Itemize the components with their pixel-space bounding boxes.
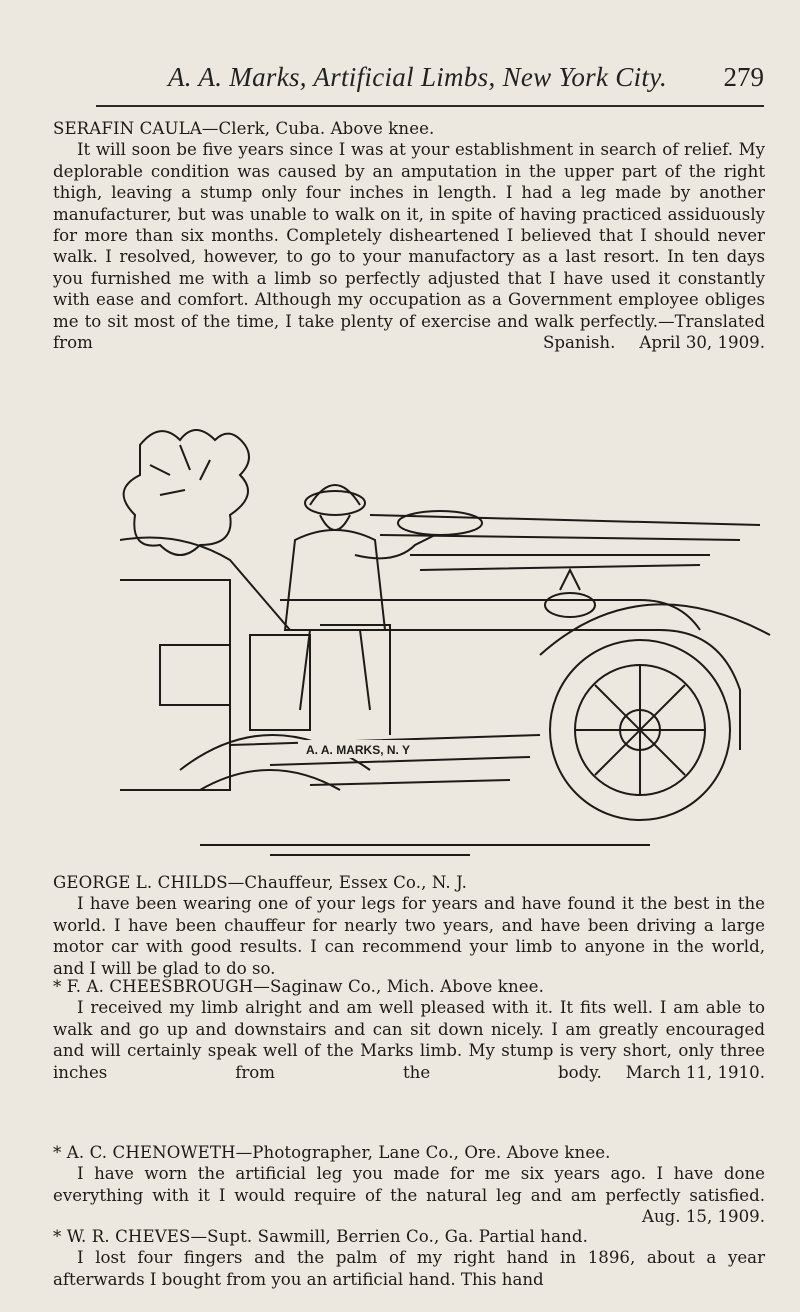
entry-date: March 11, 1910.: [625, 1062, 765, 1082]
testimonial-entry: [53, 1142, 765, 1228]
entry-body-text: I have worn the artificial leg you made for me six years ago. I have done everything with it I would require of the natural leg and am perfectly satisfied.: [53, 1164, 765, 1205]
entry-body-text: It will soon be five years since I was at your establishment in search of relief. My deplorable condition was caused by an amputation in the upper part of the right thigh, leaving a stump only four inches in length. I had a leg made by another manufacturer, but was unable to walk on it, in spite of having practiced assiduously for more than six months. Completely disheartened I believed that I should never walk. I resolved, however, to go to your manufactory as a last resort. In ten days you furnished me with a limb so perfectly adjusted that I have used it constantly with ease and comfort. Although my occupation as a Government employee obliges me to sit most of the time, I take plenty of exercise and walk perfectly.—Translated from Spanish.: [53, 140, 765, 353]
running-head: A. A. Marks, Artificial Limbs, New York City.: [168, 62, 668, 92]
entry-heading: * F. A. CHEESBROUGH—Saginaw Co., Mich. Above knee.: [53, 977, 544, 996]
testimonial-entry: [53, 1226, 765, 1290]
testimonial-entry: [53, 872, 765, 979]
testimonial-entry: [53, 976, 765, 1083]
entry-body-text: I received my limb alright and am well pleased with it. It fits well. I am able to walk and go up and downstairs and can sit down nicely. I am greatly encouraged and will certainly speak well of the Marks limb. My stump is very short, only three inches from the body.: [53, 998, 765, 1082]
entry-body: [53, 1163, 765, 1227]
entry-body: [53, 139, 765, 353]
entry-body: [53, 997, 765, 1083]
entry-heading: SERAFIN CAULA—Clerk, Cuba. Above knee.: [53, 119, 435, 138]
entry-heading: * W. R. CHEVES—Supt. Sawmill, Berrien Co., Ga. Partial hand.: [53, 1227, 588, 1246]
motor-car-icon: [120, 405, 780, 865]
illustration-caption: A. A. MARKS, N. Y: [305, 743, 411, 757]
entry-body: I lost four fingers and the palm of my right hand in 1896, about a year afterwards I bought from you an artificial hand. This hand: [53, 1248, 765, 1289]
entry-heading: * A. C. CHENOWETH—Photographer, Lane Co., Ore. Above knee.: [53, 1143, 611, 1162]
entry-body: I have been wearing one of your legs for years and have found it the best in the world. I have been chauffeur for nearly two years, and have been driving a large motor car with good results. I can recommend your limb to anyone in the world, and I will be glad to do so.: [53, 894, 765, 978]
page-number: 279: [723, 62, 764, 92]
entry-date: April 30, 1909.: [639, 333, 765, 353]
entry-heading: GEORGE L. CHILDS—Chauffeur, Essex Co., N. J.: [53, 873, 467, 892]
header-rule: [96, 105, 764, 107]
testimonial-entry: [53, 118, 765, 353]
chauffeur-car-illustration: [120, 405, 780, 865]
entry-date: Aug. 15, 1909.: [641, 1207, 765, 1227]
